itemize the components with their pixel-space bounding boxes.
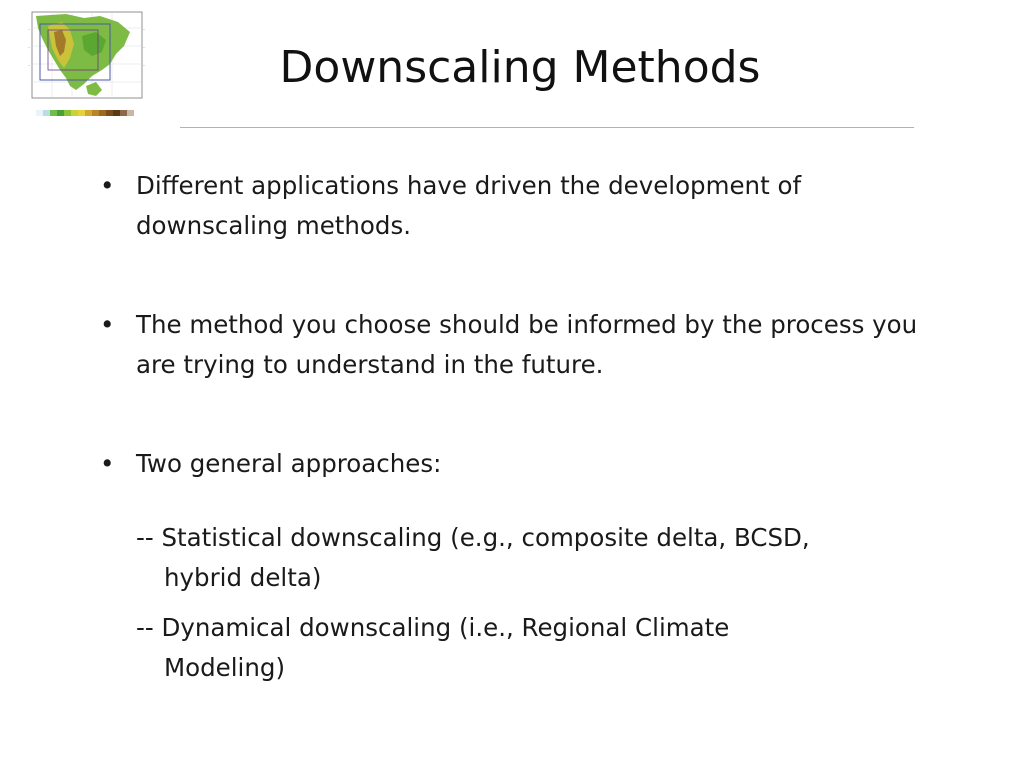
svg-text:--: -- — [143, 45, 146, 49]
sub-item-statistical — [100, 518, 920, 598]
bullet-text: Two general approaches: — [136, 449, 442, 478]
bullet-item — [100, 444, 920, 484]
slide-content — [100, 166, 920, 688]
sub-item-line: -- Dynamical downscaling (i.e., Regional Climate — [136, 613, 730, 642]
bullet-text: The method you choose should be informed by the process you are trying to understand in the future. — [136, 310, 918, 379]
bullet-text: Different applications have driven the development of downscaling methods. — [136, 171, 802, 240]
bullet-icon: • — [100, 310, 115, 339]
svg-text:--: -- — [28, 63, 31, 67]
svg-text:--: -- — [28, 27, 31, 31]
svg-text:--: -- — [143, 27, 146, 31]
regional-map-icon — [26, 6, 148, 130]
slide-title: Downscaling Methods — [279, 42, 761, 93]
bullet-item — [100, 166, 920, 246]
bullet-icon: • — [100, 171, 115, 200]
bullet-item — [100, 305, 920, 385]
sub-item-dynamical — [100, 608, 920, 688]
sub-item-line: -- Statistical downscaling (e.g., composite delta, BCSD, — [136, 523, 810, 552]
svg-text:--: -- — [28, 45, 31, 49]
svg-text:--: -- — [143, 63, 146, 67]
title-divider — [180, 127, 914, 128]
sub-item-continuation: Modeling) — [164, 653, 286, 682]
sub-item-continuation: hybrid delta) — [164, 563, 322, 592]
bullet-icon: • — [100, 449, 115, 478]
